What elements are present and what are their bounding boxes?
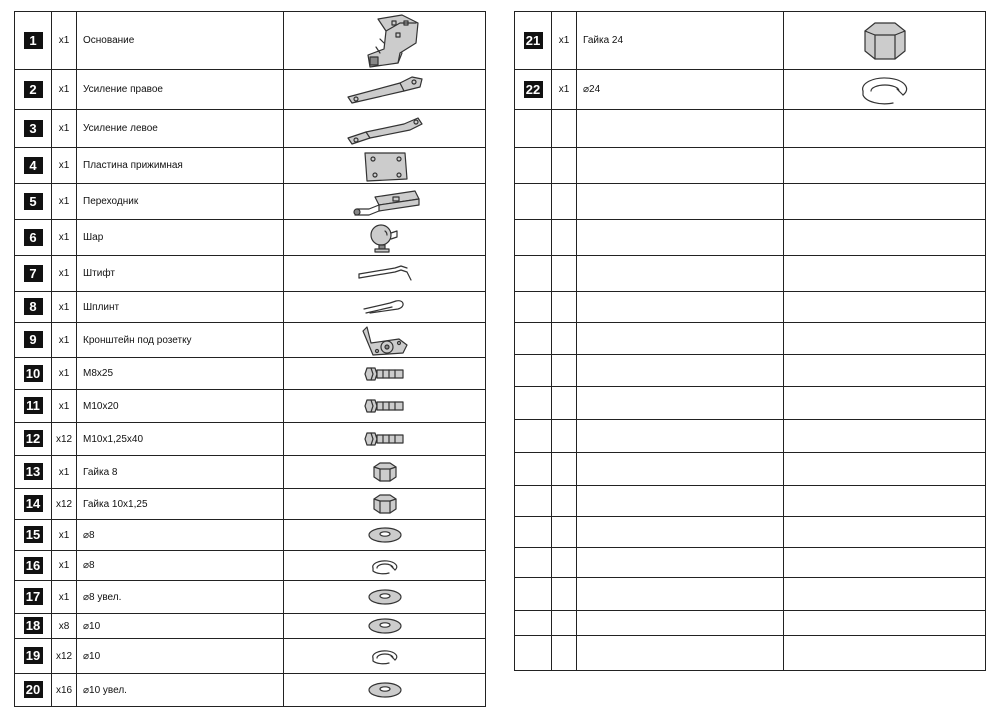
nut-icon [370,461,400,483]
part-name-cell [577,387,784,420]
part-number-badge: 13 [24,463,43,480]
empty-row [515,486,986,517]
part-image-cell [784,548,986,578]
part-quantity-cell [552,486,577,517]
part-number-cell [515,486,552,517]
part-name-cell: M10x20 [77,390,284,423]
flat-washer-icon [365,680,405,700]
part-number-badge: 2 [24,81,43,98]
part-name-cell: ⌀8 [77,520,284,551]
part-name-cell: Переходник [77,184,284,220]
part-image-cell [784,453,986,486]
part-name-cell [577,110,784,148]
part-image-cell [284,323,486,358]
part-number-cell [15,489,52,520]
bolt-icon [363,396,407,416]
part-quantity-cell: x1 [52,323,77,358]
part-number-badge: 21 [524,32,543,49]
part-name-cell: Гайка 10x1,25 [77,489,284,520]
large-spring-washer-icon [857,73,913,107]
part-quantity-cell [552,220,577,256]
part-image-cell [784,578,986,611]
part-number-badge: 20 [24,681,43,698]
part-number-cell [515,220,552,256]
part-image-cell [784,517,986,548]
part-quantity-cell [552,256,577,292]
part-row [15,489,486,520]
part-quantity-cell: x8 [52,614,77,639]
part-quantity-cell [552,548,577,578]
part-quantity-cell: x1 [52,551,77,581]
part-number-badge: 4 [24,157,43,174]
part-row [15,110,486,148]
part-name-cell: Основание [77,12,284,70]
empty-row [515,323,986,355]
part-number-badge: 9 [24,331,43,348]
part-image-cell [784,70,986,110]
left-parts-table [14,11,486,707]
part-name-cell [577,420,784,453]
bolt-icon [363,364,407,384]
part-name-cell [577,517,784,548]
part-row [15,12,486,70]
part-number-cell [15,220,52,256]
part-image-cell [784,184,986,220]
spring-washer-icon [367,646,403,666]
part-quantity-cell [552,453,577,486]
part-row [15,520,486,551]
part-number-cell [15,110,52,148]
part-image-cell [284,456,486,489]
part-image-cell [784,420,986,453]
part-quantity-cell: x1 [52,256,77,292]
part-name-cell: Усиление левое [77,110,284,148]
part-number-cell [15,292,52,323]
part-name-cell [577,578,784,611]
part-number-cell [515,256,552,292]
part-quantity-cell: x1 [52,456,77,489]
part-quantity-cell [552,387,577,420]
part-number-cell [15,256,52,292]
part-image-cell [784,256,986,292]
part-row [15,551,486,581]
flat-washer-icon [365,525,405,545]
part-quantity-cell: x1 [52,12,77,70]
nut-icon [370,493,400,515]
empty-row [515,184,986,220]
empty-row [515,453,986,486]
bolt-icon [363,429,407,449]
part-image-cell [284,220,486,256]
part-number-cell [15,423,52,456]
part-number-badge: 19 [24,647,43,664]
part-number-cell [15,581,52,614]
part-image-cell [284,110,486,148]
part-name-cell [577,148,784,184]
part-number-cell [515,184,552,220]
part-quantity-cell [552,636,577,671]
part-number-badge: 22 [524,81,543,98]
part-number-cell [15,358,52,390]
part-image-cell [784,220,986,256]
part-number-cell [15,520,52,551]
part-image-cell [784,636,986,671]
part-number-cell [515,387,552,420]
spring-washer-icon [367,556,403,576]
large-nut-icon [857,19,913,63]
part-image-cell [284,489,486,520]
clamp-plate-icon [355,149,415,183]
part-image-cell [284,390,486,423]
right-parts-table [514,11,986,671]
part-name-cell: ⌀10 [77,639,284,674]
part-image-cell [284,423,486,456]
part-number-badge: 6 [24,229,43,246]
part-quantity-cell: x12 [52,423,77,456]
part-number-badge: 5 [24,193,43,210]
part-image-cell [284,70,486,110]
socket-bracket-icon [355,323,415,357]
part-quantity-cell [552,420,577,453]
part-quantity-cell: x12 [52,639,77,674]
part-name-cell [577,486,784,517]
part-number-badge: 14 [24,495,43,512]
part-quantity-cell [552,323,577,355]
part-quantity-cell: x16 [52,674,77,707]
part-image-cell [284,184,486,220]
part-number-cell [515,148,552,184]
part-image-cell [284,256,486,292]
part-number-badge: 17 [24,588,43,605]
part-name-cell: ⌀8 увел. [77,581,284,614]
part-image-cell [284,674,486,707]
part-row [15,323,486,358]
part-name-cell [577,636,784,671]
part-number-badge: 11 [24,397,43,414]
part-quantity-cell: x1 [52,148,77,184]
part-image-cell [284,292,486,323]
part-quantity-cell [552,110,577,148]
part-row [15,639,486,674]
pin-icon [355,264,415,284]
empty-row [515,611,986,636]
part-quantity-cell: x1 [52,292,77,323]
part-quantity-cell: x1 [52,220,77,256]
part-quantity-cell: x1 [52,520,77,551]
part-quantity-cell: x1 [52,581,77,614]
empty-row [515,110,986,148]
part-quantity-cell: x1 [52,184,77,220]
part-number-cell [515,323,552,355]
part-name-cell: Гайка 24 [577,12,784,70]
base-bracket-icon [340,13,430,69]
part-name-cell [577,184,784,220]
part-row [15,256,486,292]
part-name-cell: Шплинт [77,292,284,323]
part-number-cell [515,548,552,578]
part-quantity-cell [552,578,577,611]
part-number-badge: 1 [24,32,43,49]
part-image-cell [284,581,486,614]
empty-row [515,148,986,184]
empty-row [515,517,986,548]
part-row [15,581,486,614]
part-quantity-cell [552,292,577,323]
part-number-cell [15,148,52,184]
left-reinforcement-icon [340,112,430,146]
part-name-cell [577,292,784,323]
part-name-cell [577,453,784,486]
part-row [15,220,486,256]
part-name-cell [577,548,784,578]
adapter-icon [345,187,425,217]
part-image-cell [284,358,486,390]
part-image-cell [284,551,486,581]
part-image-cell [784,323,986,355]
part-number-cell [515,355,552,387]
part-name-cell: ⌀8 [77,551,284,581]
part-quantity-cell: x1 [52,390,77,423]
part-number-badge: 3 [24,120,43,137]
empty-row [515,220,986,256]
empty-row [515,355,986,387]
part-number-cell [15,614,52,639]
part-row [15,148,486,184]
part-name-cell [577,256,784,292]
part-name-cell [577,323,784,355]
flat-washer-icon [365,587,405,607]
empty-row [515,292,986,323]
part-number-badge: 10 [24,365,43,382]
right-reinforcement-icon [340,73,430,107]
part-image-cell [284,12,486,70]
part-image-cell [784,486,986,517]
part-number-cell [515,517,552,548]
part-name-cell: Штифт [77,256,284,292]
part-number-badge: 12 [24,430,43,447]
part-row [515,70,986,110]
part-number-badge: 16 [24,557,43,574]
part-image-cell [284,520,486,551]
part-number-badge: 8 [24,298,43,315]
part-number-badge: 7 [24,265,43,282]
part-row [15,292,486,323]
part-row [15,390,486,423]
part-quantity-cell [552,148,577,184]
part-name-cell: M8x25 [77,358,284,390]
part-name-cell: Кронштейн под розетку [77,323,284,358]
part-quantity-cell: x1 [52,70,77,110]
cotter-pin-icon [360,297,410,317]
part-image-cell [784,292,986,323]
part-number-cell [515,420,552,453]
part-image-cell [784,110,986,148]
part-row [15,614,486,639]
part-row [15,423,486,456]
part-quantity-cell: x1 [52,358,77,390]
part-name-cell: Усиление правое [77,70,284,110]
part-number-cell [15,456,52,489]
part-number-cell [515,292,552,323]
part-image-cell [284,639,486,674]
part-number-cell [515,70,552,110]
part-number-cell [515,12,552,70]
part-image-cell [784,387,986,420]
part-quantity-cell [552,355,577,387]
part-quantity-cell: x1 [552,70,577,110]
part-image-cell [784,148,986,184]
part-row [15,358,486,390]
part-number-cell [15,12,52,70]
part-name-cell [577,220,784,256]
flat-washer-icon [365,616,405,636]
part-row [15,456,486,489]
part-row [15,674,486,707]
tow-ball-icon [365,221,405,255]
part-quantity-cell: x1 [552,12,577,70]
part-row [515,12,986,70]
part-number-cell [15,639,52,674]
part-image-cell [284,614,486,639]
part-name-cell: ⌀24 [577,70,784,110]
part-image-cell [284,148,486,184]
part-quantity-cell [552,184,577,220]
part-number-cell [15,551,52,581]
part-name-cell [577,355,784,387]
empty-row [515,256,986,292]
part-quantity-cell [552,517,577,548]
part-quantity-cell: x1 [52,110,77,148]
part-number-cell [15,70,52,110]
part-name-cell: Гайка 8 [77,456,284,489]
part-name-cell: Шар [77,220,284,256]
part-quantity-cell [552,611,577,636]
part-name-cell: ⌀10 [77,614,284,639]
part-number-cell [15,323,52,358]
empty-row [515,420,986,453]
part-number-cell [515,110,552,148]
empty-row [515,548,986,578]
part-quantity-cell: x12 [52,489,77,520]
part-row [15,184,486,220]
part-image-cell [784,611,986,636]
part-name-cell [577,611,784,636]
part-number-cell [15,184,52,220]
part-name-cell: Пластина прижимная [77,148,284,184]
empty-row [515,636,986,671]
part-name-cell: M10x1,25x40 [77,423,284,456]
empty-row [515,578,986,611]
empty-row [515,387,986,420]
part-image-cell [784,12,986,70]
part-number-cell [515,636,552,671]
part-image-cell [784,355,986,387]
part-number-cell [15,674,52,707]
part-number-cell [515,611,552,636]
part-name-cell: ⌀10 увел. [77,674,284,707]
part-number-cell [515,578,552,611]
part-number-badge: 15 [24,526,43,543]
part-row [15,70,486,110]
part-number-badge: 18 [24,617,43,634]
part-number-cell [515,453,552,486]
part-number-cell [15,390,52,423]
